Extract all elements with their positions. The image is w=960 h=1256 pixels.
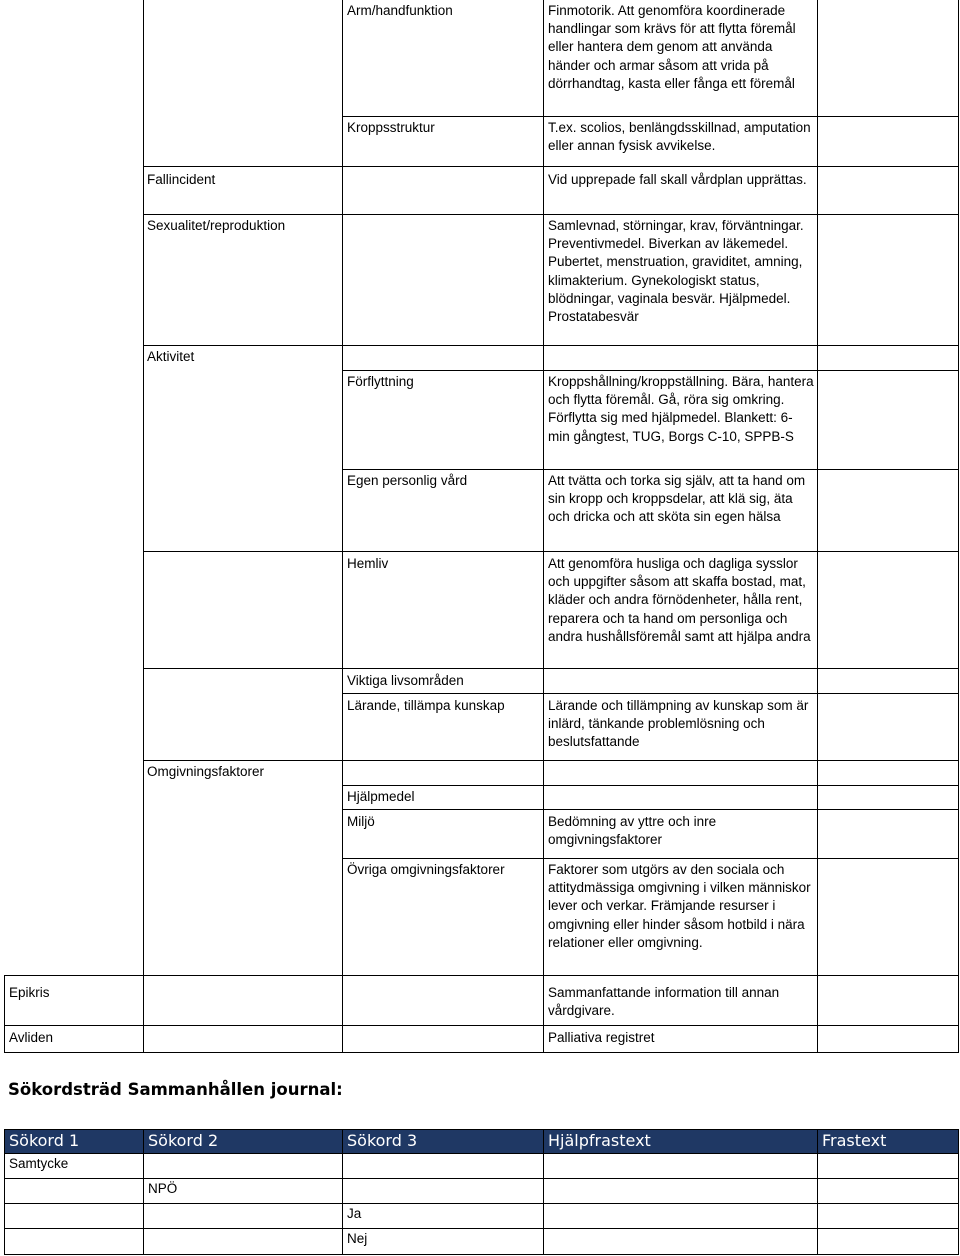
row-label-hjalpmedel: Hjälpmedel [347, 789, 415, 804]
grid-line [342, 809, 959, 810]
row-label-forflyttning: Förflyttning [347, 374, 414, 389]
table2-cell-ja: Ja [347, 1206, 362, 1221]
row-label-aktivitet: Aktivitet [147, 349, 195, 364]
grid-line [143, 975, 144, 1053]
grid-line [143, 345, 959, 346]
grid-line [4, 1153, 959, 1154]
row-label-larande: Lärande, tillämpa kunskap [347, 698, 505, 713]
table2-header-hjalpfrastext: Hjälpfrastext [548, 1131, 651, 1150]
table2-header-sokord2: Sökord 2 [148, 1131, 219, 1150]
grid-line [4, 1052, 959, 1053]
row-desc-sexualitet: Samlevnad, störningar, krav, förväntningar. Preventivmedel. Biverkan av läkemedel. Pubertet, menstruation, graviditet, amning, klimakterium. Gynekologiskt status, blödningar, vaginala besvär. Hjälpmedel. Prostatabesvär [548, 218, 804, 325]
grid-line [4, 1203, 959, 1204]
grid-line [143, 551, 959, 552]
row-label-avliden: Avliden [9, 1030, 54, 1045]
row-desc-kroppsstruktur: T.ex. scolios, benlängdsskillnad, amputation eller annan fysisk avvikelse. [548, 120, 811, 154]
row-label-kroppsstruktur: Kroppsstruktur [347, 120, 435, 135]
row-label-sexualitet: Sexualitet/reproduktion [147, 218, 286, 233]
row-desc-fallincident: Vid upprepade fall skall vårdplan upprättas. [548, 172, 807, 187]
row-label-hemliv: Hemliv [347, 556, 389, 571]
row-label-epikris: Epikris [9, 985, 50, 1000]
row-label-arm-handfunktion: Arm/handfunktion [347, 3, 453, 18]
grid-line [958, 1129, 959, 1255]
grid-line [143, 166, 959, 167]
row-desc-hemliv: Att genomföra husliga och dagliga sysslor och uppgifter såsom att skaffa bostad, mat, kläder och andra förnödenheter, hålla rent, reparera och ta hand om personliga och andra hushållsföremål samt att hjälpa andra [548, 556, 811, 644]
grid-line [143, 0, 144, 975]
table2-cell-npo: NPÖ [148, 1181, 178, 1196]
table2-header-frastext: Frastext [822, 1131, 887, 1150]
grid-line [4, 1025, 959, 1026]
grid-line [143, 668, 959, 669]
row-desc-miljo: Bedömning av yttre och inre omgivningsfaktorer [548, 814, 717, 848]
grid-line [342, 0, 343, 1053]
grid-line [342, 693, 959, 694]
table2-header-sokord3: Sökord 3 [347, 1131, 418, 1150]
grid-line [817, 1129, 818, 1255]
grid-line [4, 1129, 959, 1130]
grid-line [4, 1178, 959, 1179]
row-label-miljo: Miljö [347, 814, 375, 829]
grid-line [4, 1254, 959, 1255]
row-desc-avliden: Palliativa registret [548, 1030, 655, 1045]
row-label-omgivning: Omgivningsfaktorer [147, 764, 265, 779]
grid-line [342, 469, 959, 470]
grid-line [4, 1228, 959, 1229]
grid-line [958, 0, 959, 1053]
row-label-viktiga: Viktiga livsområden [347, 673, 464, 688]
grid-line [4, 975, 959, 976]
row-label-egen-vard: Egen personlig vård [347, 473, 468, 488]
grid-line [143, 1129, 144, 1255]
row-desc-ovriga: Faktorer som utgörs av den sociala och attitydmässiga omgivning i vilken människor lever och verkar. Främjande resurser i omgivning eller hinder såsom hotbild i nära relationer eller omgivning. [548, 862, 811, 950]
table2-cell-samtycke: Samtycke [9, 1156, 69, 1171]
grid-line [143, 214, 959, 215]
row-label-ovriga: Övriga omgivningsfaktorer [347, 862, 505, 877]
grid-line [143, 760, 959, 761]
grid-line [817, 0, 818, 1053]
row-desc-forflyttning: Kroppshållning/kroppställning. Bära, hantera och flytta föremål. Gå, röra sig omkring. Förflytta sig med hjälpmedel. Blankett: 6-min gångtest, TUG, Borgs C-10, SPPB-S [548, 374, 814, 444]
row-label-fallincident: Fallincident [147, 172, 216, 187]
row-desc-arm-handfunktion: Finmotorik. Att genomföra koordinerade handlingar som krävs för att flytta föremål eller hantera dem genom att använda händer och armar såsom att vrida på dörrhandtag, kasta eller fånga ett föremål [548, 3, 796, 91]
row-desc-epikris: Sammanfattande information till annan vårdgivare. [548, 985, 780, 1019]
grid-line [342, 370, 959, 371]
grid-line [342, 785, 959, 786]
grid-line [543, 1129, 544, 1255]
table2-header-sokord1: Sökord 1 [9, 1131, 80, 1150]
grid-line [342, 1129, 343, 1255]
grid-line [342, 858, 959, 859]
grid-line [4, 975, 5, 1053]
section-heading: Sökordsträd Sammanhållen journal: [8, 1080, 343, 1099]
grid-line [4, 1129, 5, 1255]
table2-cell-nej: Nej [347, 1231, 368, 1246]
row-desc-larande: Lärande och tillämpning av kunskap som är inlärd, tänkande problemlösning och beslutsfattande [548, 698, 809, 750]
grid-line [342, 116, 959, 117]
row-desc-egen-vard: Att tvätta och torka sig själv, att ta hand om sin kropp och kroppsdelar, att klä sig, äta och dricka och att sköta sin egen hälsa [548, 473, 806, 525]
grid-line [543, 0, 544, 1053]
